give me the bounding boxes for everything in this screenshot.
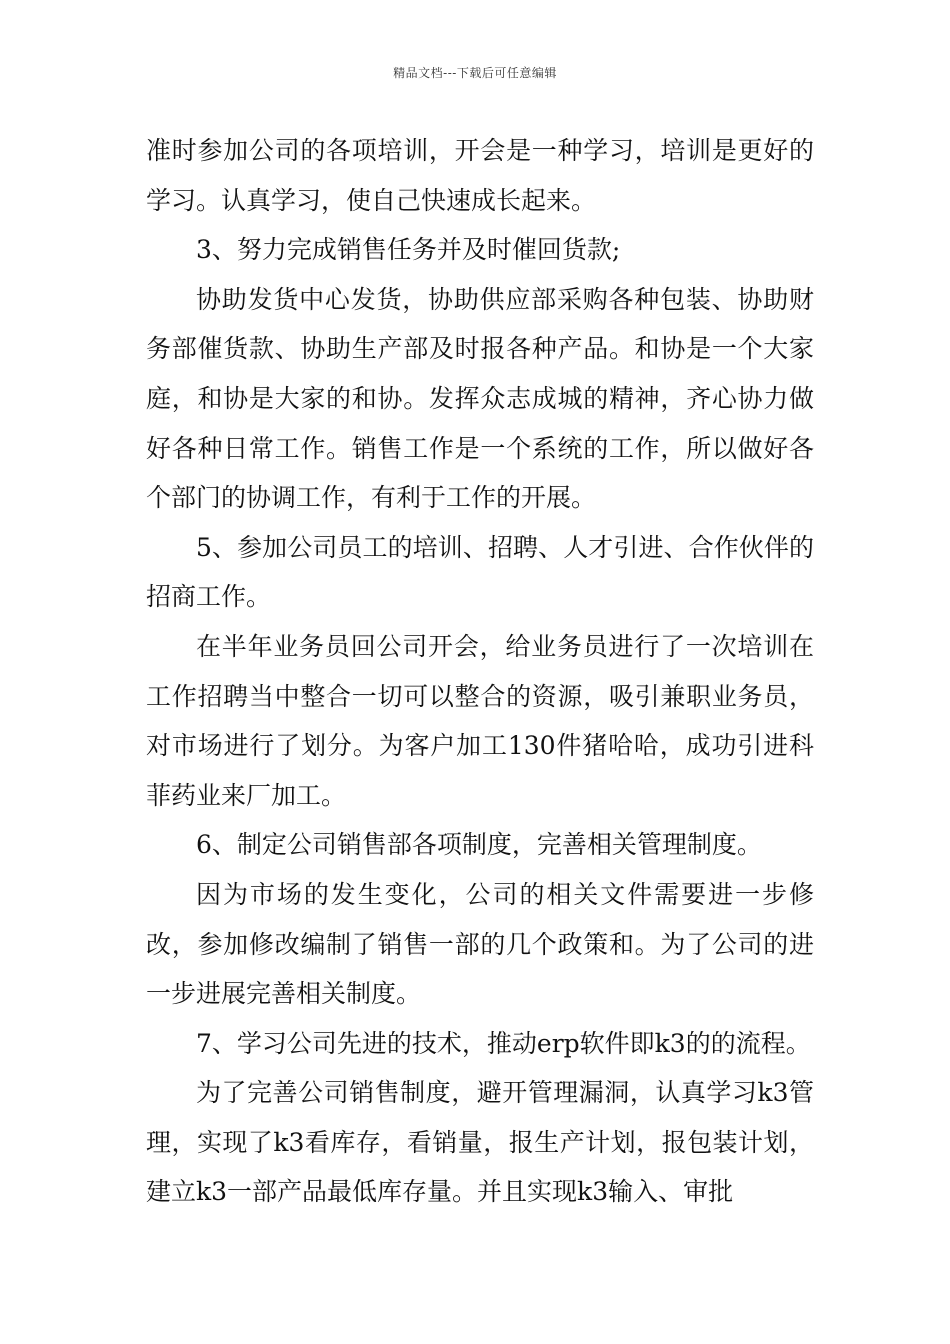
page-header: 精品文档---下载后可任意编辑 bbox=[393, 66, 557, 80]
list-item-heading: 3、努力完成销售任务并及时催回货款; bbox=[196, 235, 621, 265]
list-item-heading: 6、制定公司销售部各项制度，完善相关管理制度。 bbox=[196, 830, 762, 860]
paragraph: 在半年业务员回公司开会，给业务员进行了一次培训在工作招聘当中整合一切可以整合的资源，吸引兼职业务员，对市场进行了划分。为客户加工130件猪哈哈，成功引进科菲药业来厂加工。 bbox=[146, 631, 814, 810]
paragraph: 协助发货中心发货，协助供应部采购各种包装、协助财务部催货款、协助生产部及时报各种产品。和协是一个大家庭，和协是大家的和协。发挥众志成城的精神，齐心协力做好各种日常工作。销售工作是一个系统的工作，所以做好各个部门的协调工作，有利于工作的开展。 bbox=[146, 284, 814, 513]
paragraph: 因为市场的发生变化，公司的相关文件需要进一步修改，参加修改编制了销售一部的几个政策和。为了公司的进一步进展完善相关制度。 bbox=[146, 879, 814, 1009]
document-body bbox=[146, 126, 814, 1217]
paragraph: 为了完善公司销售制度，避开管理漏洞，认真学习k3管理，实现了k3看库存，看销量，报生产计划，报包装计划，建立k3一部产品最低库存量。并且实现k3输入、审批 bbox=[146, 1078, 814, 1207]
list-item-heading: 7、学习公司先进的技术，推动erp软件即k3的的流程。 bbox=[196, 1028, 811, 1058]
list-item-heading: 5、参加公司员工的培训、招聘、人才引进、合作伙伴的招商工作。 bbox=[146, 532, 814, 612]
paragraph: 准时参加公司的各项培训，开会是一种学习，培训是更好的学习。认真学习，使自己快速成长起来。 bbox=[146, 136, 814, 215]
